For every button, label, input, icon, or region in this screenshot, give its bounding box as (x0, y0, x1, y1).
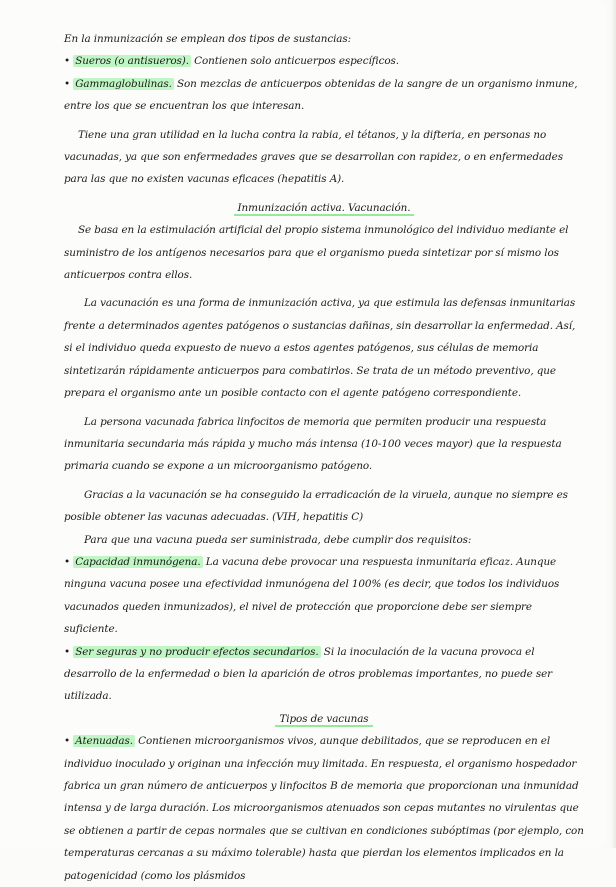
text-seguras: Si la inoculación de la vacuna provoca el desarrollo de la enfermedad o bien la aparición de otros problemas importantes, no puede ser utilizada. (64, 645, 553, 703)
text-gammaglobulinas: Son mezclas de anticuerpos obtenidas de la sangre de un organismo inmune, entre los que se encuentran los que interesan. (64, 77, 578, 113)
term-gammaglobulinas: Gammaglobulinas. (75, 77, 172, 90)
active-definition: Se basa en la estimulación artificial del propio sistema inmunológico del individuo mediante el suministro de los antígenos necesarios para que el organismo pueda sintetizar por sí mismo los anticuerpos contra ellos. (64, 224, 569, 282)
utility-paragraph: Tiene una gran utilidad en la lucha contra la rabia, el tétanos, y la difteria, en personas no vacunadas, ya que son enfermedades graves que se desarrollan con rapidez, o en enfermedades para las que no existen vacunas eficaces (hepatitis A). (64, 128, 563, 186)
requirement-1: • Capacidad inmunógena. La vacuna debe provocar una respuesta inmunitaria eficaz. Aunque ninguna vacuna posee una efectividad inmunógena del 100% (es decir, que todos los individuos vacunados queden inmunizados), el nivel de protección que proporcione debe ser siempre suficiente. (64, 555, 560, 636)
term-seguras: Ser seguras y no producir efectos secundarios. (75, 645, 319, 658)
term-atenuadas: Atenuadas. (75, 735, 133, 748)
text-capacidad-inmunogena: La vacuna debe provocar una respuesta inmunitaria eficaz. Aunque ninguna vacuna posee una efectividad inmunógena del 100% (es decir, que todos los individuos vacunados queden inmunizados), el nivel de protección que proporcione debe ser siempre suficiente. (64, 555, 560, 636)
requirement-2: • Ser seguras y no producir efectos secundarios. Si la inoculación de la vacuna provoca el desarrollo de la enfermedad o bien la aparición de otros problemas importantes, no puede ser utilizada. (64, 645, 553, 703)
heading-vaccine-types (64, 708, 584, 730)
bullet-atenuadas: • Atenuadas. Contienen microorganismos vivos, aunque debilitados, que se reproducen en el individuo inoculado y originan una infección muy limitada. En respuesta, el organismo hospedador fabrica un gran número de anticuerpos y linfocitos B de memoria que proporcionan una inmunidad intensa y de larga duración. Los microorganismos atenuados son cepas mutantes no virulentas que se obtienen a partir de cepas normales que se cultivan en condiciones subóptimas (por ejemplo, con temperaturas cercanas a su máximo tolerable) hasta que pierdan los elementos implicados en la patogenicidad (como los plásmidos (64, 735, 584, 882)
term-capacidad-inmunogena: Capacidad inmunógena. (75, 555, 201, 568)
page-edge-shadow (610, 0, 616, 848)
heading-active-immunization (64, 197, 584, 219)
bullet-gammaglobulinas: • Gammaglobulinas. Son mezclas de anticuerpos obtenidas de la sangre de un organismo inmune, entre los que se encuentran los que interesan. (64, 77, 578, 113)
term-sueros: Sueros (o antisueros). (75, 55, 189, 68)
vaccination-paragraph-2: La persona vacunada fabrica linfocitos de memoria que permiten producir una respuesta inmunitaria secundaria más rápida y mucho más intensa (10-100 veces mayor) que la respuesta primaria cuando se expone a un microorganismo patógeno. (64, 415, 562, 473)
requirements-intro: Para que una vacuna pueda ser suministrada, debe cumplir dos requisitos: (84, 533, 472, 546)
vaccination-paragraph-1: La vacunación es una forma de inmunización activa, ya que estimula las defensas inmunitarias frente a determinados agentes patógenos o sustancias dañinas, sin desarrollar la enfermedad. Así, si el individuo queda expuesto de nuevo a estos agentes patógenos, sus células de memoria sintetizarán rápidamente anticuerpos para combatirlos. Se trata de un método preventivo, que prepara el organismo ante un posible contacto con el agente patógeno correspondiente. (64, 297, 576, 400)
text-sueros: Contienen solo anticuerpos específicos. (190, 55, 399, 68)
handwritten-notes (64, 28, 584, 887)
intro-line: En la inmunización se emplean dos tipos de sustancias: (64, 33, 352, 45)
bullet-sueros: • Sueros (o antisueros). Contienen solo anticuerpos específicos. (64, 55, 399, 68)
heading-types-text: Tipos de vacunas (275, 713, 372, 727)
vaccination-paragraph-3: Gracias a la vacunación se ha conseguido la erradicación de la viruela, aunque no siempre es posible obtener las vacunas adecuadas. (VIH, hepatitis C) (64, 488, 568, 524)
text-atenuadas: Contienen microorganismos vivos, aunque debilitados, que se reproducen en el individuo inoculado y originan una infección muy limitada. En respuesta, el organismo hospedador fabrica un gran número de anticuerpos y linfocitos B de memoria que proporcionan una inmunidad intensa y de larga duración. Los microorganismos atenuados son cepas mutantes no virulentas que se obtienen a partir de cepas normales que se cultivan en condiciones subóptimas (por ejemplo, con temperaturas cercanas a su máximo tolerable) hasta que pierdan los elementos implicados en la patogenicidad (como los plásmidos (64, 735, 584, 882)
heading-active-text: Inmunización activa. Vacunación. (234, 202, 415, 216)
